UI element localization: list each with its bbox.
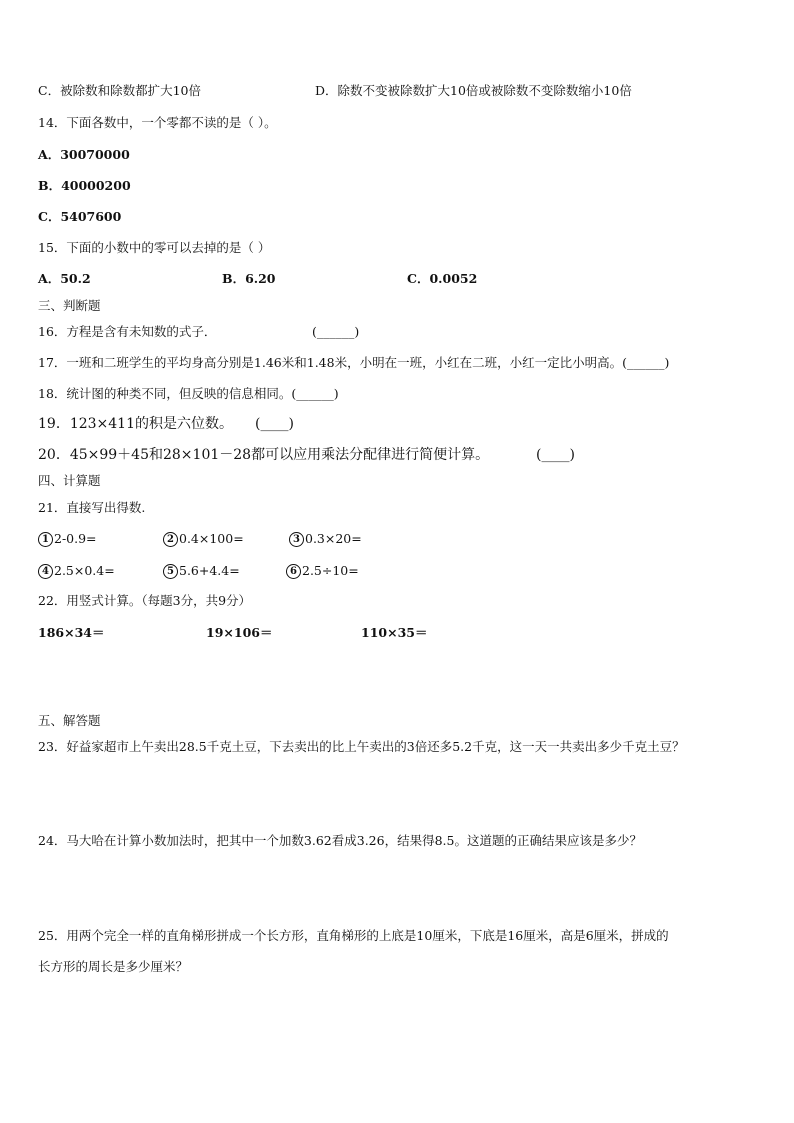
q21-expr-6: 2.5÷10= xyxy=(302,563,359,578)
q17-stem: 17．一班和二班学生的平均身高分别是1.46米和1.48米，小明在一班，小红在二班，小红一定比小明高。(______) xyxy=(38,355,670,370)
circled-number-1: 1 xyxy=(38,532,53,547)
q13-option-c: C．被除数和除数都扩大10倍 xyxy=(38,83,201,98)
section-4-title: 四、计算题 xyxy=(38,473,101,488)
circled-number-4: 4 xyxy=(38,564,53,579)
q22-item-1: 186×34＝ xyxy=(38,625,105,640)
q21-item-2 xyxy=(163,531,244,547)
q21-expr-5: 5.6+4.4= xyxy=(179,563,240,578)
q21-item-1 xyxy=(38,531,97,547)
q16-answer-blank: (______) xyxy=(312,324,360,339)
q19-stem: 19．123×411的积是六位数。 xyxy=(38,416,233,432)
section-3-title: 三、判断题 xyxy=(38,298,101,313)
q14-option-b: B．40000200 xyxy=(38,178,131,193)
q21-item-5 xyxy=(163,563,240,579)
q21-expr-2: 0.4×100= xyxy=(179,531,244,546)
q24-stem: 24．马大哈在计算小数加法时，把其中一个加数3.62看成3.26，结果得8.5。这道题的正确结果应该是多少？ xyxy=(38,833,642,848)
q15-option-a: A．50.2 xyxy=(38,271,91,286)
q16-stem: 16．方程是含有未知数的式子． xyxy=(38,324,217,339)
q21-expr-3: 0.3×20= xyxy=(305,531,362,546)
q15-option-b: B．6.20 xyxy=(222,271,276,286)
q18-stem: 18．统计图的种类不同，但反映的信息相同。(______) xyxy=(38,386,339,401)
q21-item-3 xyxy=(289,531,362,547)
q13-option-d: D．除数不变被除数扩大10倍或被除数不变除数缩小10倍 xyxy=(315,83,632,98)
q14-option-a: A．30070000 xyxy=(38,147,130,162)
q14-stem: 14．下面各数中，一个零都不读的是（ ）。 xyxy=(38,115,277,130)
section-5-title: 五、解答题 xyxy=(38,713,101,728)
q22-stem: 22．用竖式计算。（每题3分，共9分） xyxy=(38,593,252,608)
circled-number-3: 3 xyxy=(289,532,304,547)
q21-item-6 xyxy=(286,563,359,579)
circled-number-2: 2 xyxy=(163,532,178,547)
q25-stem-line-2: 长方形的周长是多少厘米？ xyxy=(38,959,189,974)
q21-expr-1: 2-0.9= xyxy=(54,531,97,546)
circled-number-5: 5 xyxy=(163,564,178,579)
q21-item-4 xyxy=(38,563,115,579)
circled-number-6: 6 xyxy=(286,564,301,579)
q23-stem: 23．好益家超市上午卖出28.5千克土豆，下去卖出的比上午卖出的3倍还多5.2千克，这一天一共卖出多少千克土豆？ xyxy=(38,739,685,754)
q15-option-c: C．0.0052 xyxy=(407,271,478,286)
q21-stem: 21．直接写出得数. xyxy=(38,500,146,515)
q15-stem: 15．下面的小数中的零可以去掉的是（ ） xyxy=(38,240,271,255)
q22-item-2: 19×106＝ xyxy=(206,625,273,640)
q14-option-c: C．5407600 xyxy=(38,209,122,224)
q19-answer-blank: (____) xyxy=(255,416,294,432)
q20-answer-blank: (____) xyxy=(536,447,575,463)
q25-stem-line-1: 25．用两个完全一样的直角梯形拼成一个长方形，直角梯形的上底是10厘米，下底是16厘米，高是6厘米，拼成的 xyxy=(38,928,669,943)
q22-item-3: 110×35＝ xyxy=(361,625,428,640)
q20-stem: 20．45×99＋45和28×101－28都可以应用乘法分配律进行简便计算。 xyxy=(38,447,490,463)
q21-expr-4: 2.5×0.4= xyxy=(54,563,115,578)
